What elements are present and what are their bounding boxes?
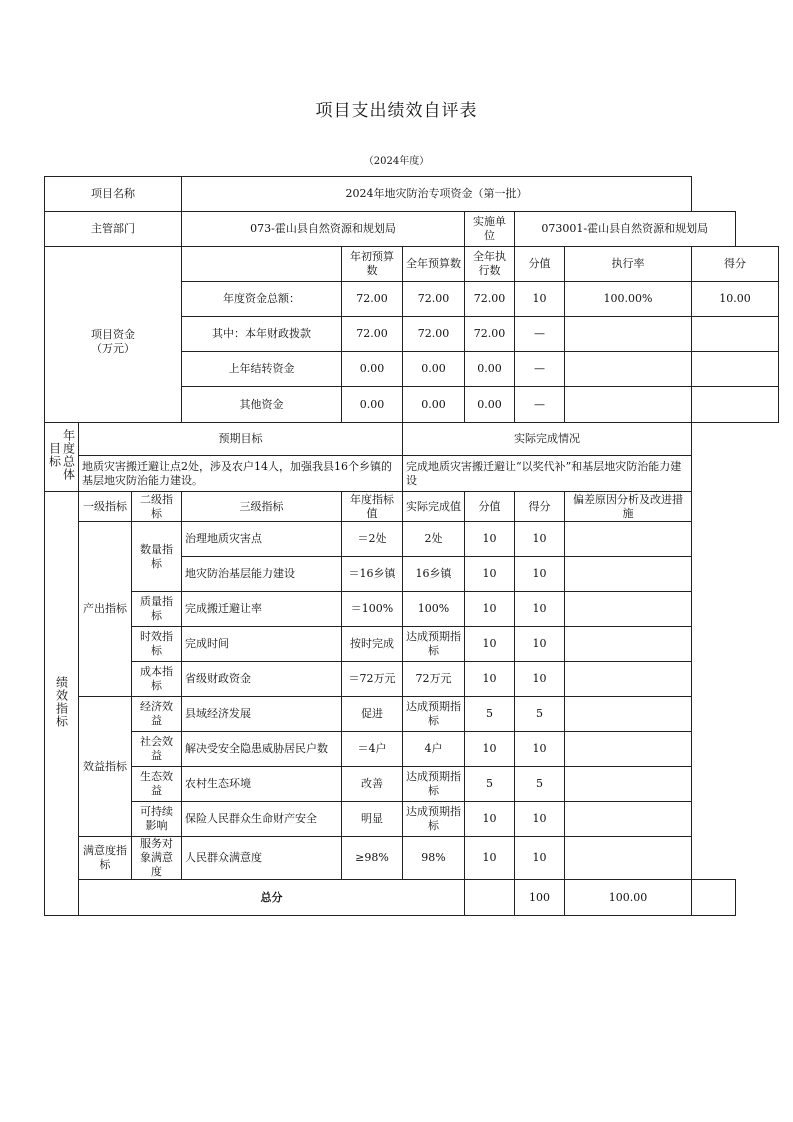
perf-score: 10	[515, 802, 565, 837]
perf-actual: 达成预期指标	[403, 767, 465, 802]
perf-deviation	[565, 802, 692, 837]
funds-header-score: 得分	[692, 247, 779, 282]
perf-actual: 72万元	[403, 662, 465, 697]
perf-deviation	[565, 662, 692, 697]
funds-header-score-val: 分值	[515, 247, 565, 282]
funds-row-name: 年度资金总额：	[182, 282, 342, 317]
funds-row-rate: 100.00%	[565, 282, 692, 317]
expected-goal-text: 地质灾害搬迁避让点2处，涉及农户14人，加强我县16个乡镇的基层地灾防治能力建设。	[79, 456, 403, 492]
perf-l3: 完成搬迁避让率	[182, 592, 342, 627]
perf-header-score-val: 分值	[465, 492, 515, 522]
project-name-value: 2024年地灾防治专项资金（第一批）	[182, 177, 692, 212]
perf-target: 按时完成	[342, 627, 403, 662]
perf-score-val: 5	[465, 697, 515, 732]
total-score-val: 100	[515, 880, 565, 916]
total-deviation	[692, 880, 736, 916]
perf-target: 明显	[342, 802, 403, 837]
funds-row-exec: 0.00	[465, 352, 515, 387]
perf-score-val: 10	[465, 662, 515, 697]
funds-row-init: 0.00	[342, 387, 403, 423]
perf-actual: 100%	[403, 592, 465, 627]
impl-unit-value: 073001-霍山县自然资源和规划局	[515, 212, 736, 247]
funds-row-score	[692, 352, 779, 387]
funds-header-rate: 执行率	[565, 247, 692, 282]
l2-quantity: 数量指标	[132, 522, 182, 592]
actual-goal-text: 完成地质灾害搬迁避让“以奖代补”和基层地灾防治能力建设	[403, 456, 692, 492]
perf-deviation	[565, 522, 692, 557]
perf-label: 绩效指标	[54, 675, 69, 728]
perf-row	[45, 662, 779, 697]
perf-target: ＝16乡镇	[342, 557, 403, 592]
l2-service: 服务对象满意度	[132, 837, 182, 880]
perf-row	[45, 522, 779, 557]
l2-sustainable: 可持续影响	[132, 802, 182, 837]
year-label: （2024年度）	[363, 156, 430, 167]
perf-target: 改善	[342, 767, 403, 802]
funds-row-rate	[565, 352, 692, 387]
l1-benefit: 效益指标	[79, 697, 132, 837]
perf-score-val: 5	[465, 767, 515, 802]
goals-label: 年度总体目标	[47, 429, 76, 481]
funds-row-score	[692, 317, 779, 352]
funds-row-name: 其他资金	[182, 387, 342, 423]
funds-header-exec: 全年执行数	[465, 247, 515, 282]
perf-l3: 农村生态环境	[182, 767, 342, 802]
perf-score: 10	[515, 592, 565, 627]
funds-row-name: 上年结转资金	[182, 352, 342, 387]
total-label: 总分	[79, 880, 465, 916]
perf-target: ＝4户	[342, 732, 403, 767]
perf-score: 10	[515, 522, 565, 557]
perf-actual: 达成预期指标	[403, 627, 465, 662]
funds-row-rate	[565, 387, 692, 423]
perf-deviation	[565, 732, 692, 767]
l1-satisfaction: 满意度指标	[79, 837, 132, 880]
funds-row-exec: 0.00	[465, 387, 515, 423]
perf-score: 10	[515, 662, 565, 697]
funds-row-score-val: —	[515, 352, 565, 387]
actual-goal-header: 实际完成情况	[403, 423, 692, 456]
funds-header-blank	[182, 247, 342, 282]
l2-timeliness: 时效指标	[132, 627, 182, 662]
perf-score-val: 10	[465, 732, 515, 767]
perf-score-val: 10	[465, 557, 515, 592]
funds-row-annual: 72.00	[403, 317, 465, 352]
perf-row	[45, 802, 779, 837]
goals-label-cell	[45, 423, 79, 492]
perf-header-target: 年度指标值	[342, 492, 403, 522]
perf-actual: 2处	[403, 522, 465, 557]
perf-score: 10	[515, 837, 565, 880]
perf-score-val: 10	[465, 837, 515, 880]
perf-deviation	[565, 627, 692, 662]
perf-l3: 地灾防治基层能力建设	[182, 557, 342, 592]
funds-row-init: 0.00	[342, 352, 403, 387]
funds-row-annual: 72.00	[403, 282, 465, 317]
perf-header-score: 得分	[515, 492, 565, 522]
total-blank	[465, 880, 515, 916]
perf-l3: 省级财政资金	[182, 662, 342, 697]
perf-header-l3: 三级指标	[182, 492, 342, 522]
perf-target: 促进	[342, 697, 403, 732]
perf-actual: 达成预期指标	[403, 697, 465, 732]
perf-target: ＝2处	[342, 522, 403, 557]
funds-row-init: 72.00	[342, 317, 403, 352]
funds-row-score-val: —	[515, 387, 565, 423]
perf-actual: 98%	[403, 837, 465, 880]
perf-score-val: 10	[465, 522, 515, 557]
perf-score: 10	[515, 732, 565, 767]
l2-quality: 质量指标	[132, 592, 182, 627]
expected-goal-header: 预期目标	[79, 423, 403, 456]
perf-row	[45, 767, 779, 802]
funds-row-rate	[565, 317, 692, 352]
perf-header-l1: 一级指标	[79, 492, 132, 522]
self-evaluation-table	[44, 176, 779, 916]
perf-score: 10	[515, 627, 565, 662]
perf-score: 10	[515, 557, 565, 592]
perf-row	[45, 732, 779, 767]
funds-row-annual: 0.00	[403, 352, 465, 387]
perf-deviation	[565, 837, 692, 880]
perf-score-val: 10	[465, 802, 515, 837]
funds-label-text: 项目资金 （万元）	[91, 327, 135, 355]
total-score: 100.00	[565, 880, 692, 916]
perf-l3: 县域经济发展	[182, 697, 342, 732]
l1-output: 产出指标	[79, 522, 132, 697]
funds-label	[45, 247, 182, 423]
perf-actual: 4户	[403, 732, 465, 767]
perf-l3: 完成时间	[182, 627, 342, 662]
perf-row	[45, 697, 779, 732]
impl-unit-label: 实施单位	[465, 212, 515, 247]
l2-cost: 成本指标	[132, 662, 182, 697]
perf-row	[45, 837, 779, 880]
perf-deviation	[565, 697, 692, 732]
funds-header-annual: 全年预算数	[403, 247, 465, 282]
project-name-label: 项目名称	[45, 177, 182, 212]
funds-header-init: 年初预算数	[342, 247, 403, 282]
perf-score-val: 10	[465, 592, 515, 627]
l2-ecological: 生态效益	[132, 767, 182, 802]
page-title: 项目支出绩效自评表	[315, 101, 478, 121]
funds-row-score-val: —	[515, 317, 565, 352]
perf-target: ＝72万元	[342, 662, 403, 697]
perf-label-cell	[45, 492, 79, 916]
perf-score-val: 10	[465, 627, 515, 662]
dept-label: 主管部门	[45, 212, 182, 247]
funds-row-score	[692, 387, 779, 423]
funds-row-name: 其中：本年财政拨款	[182, 317, 342, 352]
l2-economic: 经济效益	[132, 697, 182, 732]
perf-row	[45, 592, 779, 627]
perf-target: ＝100%	[342, 592, 403, 627]
perf-score: 5	[515, 767, 565, 802]
funds-row-score-val: 10	[515, 282, 565, 317]
funds-row-exec: 72.00	[465, 317, 515, 352]
perf-header-l2: 二级指标	[132, 492, 182, 522]
funds-row-annual: 0.00	[403, 387, 465, 423]
funds-row-score: 10.00	[692, 282, 779, 317]
dept-value: 073-霍山县自然资源和规划局	[182, 212, 465, 247]
perf-row	[45, 627, 779, 662]
perf-l3: 解决受安全隐患威胁居民户数	[182, 732, 342, 767]
perf-l3: 人民群众满意度	[182, 837, 342, 880]
perf-score: 5	[515, 697, 565, 732]
perf-header-actual: 实际完成值	[403, 492, 465, 522]
perf-deviation	[565, 767, 692, 802]
funds-row-init: 72.00	[342, 282, 403, 317]
perf-deviation	[565, 557, 692, 592]
l2-social: 社会效益	[132, 732, 182, 767]
perf-l3: 保险人民群众生命财产安全	[182, 802, 342, 837]
perf-target: ≥98%	[342, 837, 403, 880]
perf-actual: 达成预期指标	[403, 802, 465, 837]
perf-actual: 16乡镇	[403, 557, 465, 592]
perf-deviation	[565, 592, 692, 627]
perf-l3: 治理地质灾害点	[182, 522, 342, 557]
perf-header-deviation: 偏差原因分析及改进措施	[565, 492, 692, 522]
funds-row-exec: 72.00	[465, 282, 515, 317]
